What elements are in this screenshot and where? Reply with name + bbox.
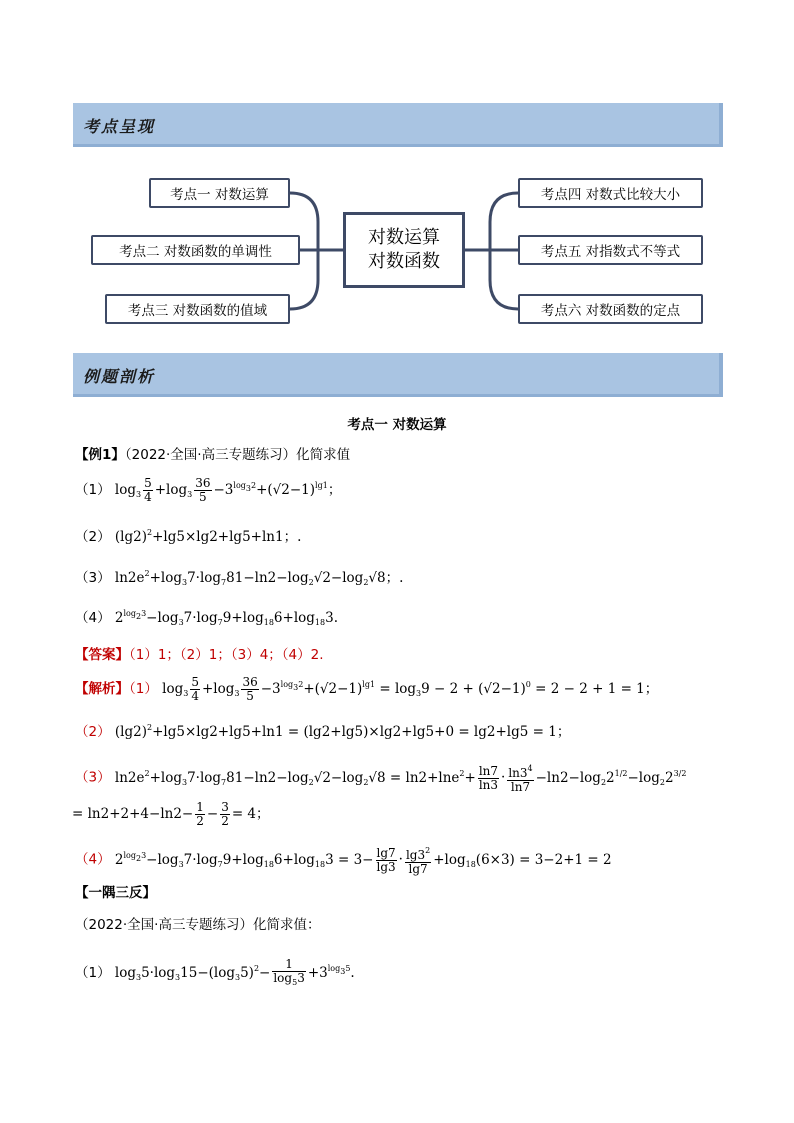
answer-tag: 【答案】 <box>75 647 129 663</box>
question-2: （2） $(\lg 2)^2+\lg 5\times\lg 2+\lg 5+\ln 1$；. <box>75 528 302 545</box>
question-label: （4） <box>75 610 111 626</box>
solution-3: （3） $\ln 2e^2+\log_37\cdot\log_781-\ln 2-\log_2√2-\log_2√8 = \ln 2+\ln e^2+$ $\frac{\ln 7}{\ln 3}$ · $\frac{\ln 3^4}{\ln 7}$ $-\ln 2-\log_22^{1/2}-\log_22^{3/2}$ <box>75 763 687 794</box>
question-label: （1） <box>75 965 111 981</box>
topic-box-3: 考点三 对数函数的值域 <box>105 294 290 324</box>
mindmap-connectors <box>0 0 794 340</box>
solution-label: （1） <box>129 681 158 697</box>
solution-label: （2） <box>75 724 111 740</box>
topic-box-2: 考点二 对数函数的单调性 <box>91 235 300 265</box>
question-label: （1） <box>75 482 111 498</box>
mindmap-center <box>343 212 465 288</box>
followup-question-1: （1） $\log_35\cdot\log_315-(\log_35)^2-$ $\frac{1}{\log_53}$ $+3^{log_35}$. <box>75 957 355 987</box>
followup-source: （2022·全国·高三专题练习）化简求值： <box>75 917 321 933</box>
section-banner-examples <box>73 353 723 397</box>
followup-tag: 【一隅三反】 <box>75 885 156 901</box>
topic-box-6: 考点六 对数函数的定点 <box>518 294 703 324</box>
answer-text: （1）1；（2）1；（3）4；（4）2. <box>129 647 324 663</box>
solution-label: （3） <box>75 769 111 786</box>
question-label: （2） <box>75 529 111 545</box>
solution-3-cont: = ln2+2+4−ln2− $\frac{1}{2}$ − $\frac{3}{2}$ = 4； <box>72 800 270 828</box>
question-4: （4） $2^{log_23}-\log_37\cdot\log_79+\log_{18}6+\log_{18}3$. <box>75 609 338 627</box>
topic-box-4: 考点四 对数式比较大小 <box>518 178 703 208</box>
topic-box-1: 考点一 对数运算 <box>149 178 290 208</box>
solution-tag: 【解析】 <box>75 681 129 697</box>
banner-title: 考点呈现 <box>83 117 156 136</box>
center-line1: 对数运算 <box>368 227 440 248</box>
solution-label: （4） <box>75 851 111 868</box>
banner-title: 例题剖析 <box>83 367 156 386</box>
example-source: （2022·全国·高三专题练习）化简求值 <box>124 447 351 463</box>
center-line2: 对数函数 <box>368 251 440 272</box>
solution-4: （4） $2^{log_23}-\log_37\cdot\log_79+\log_{18}6+\log_{18}3 = 3-$ $\frac{\lg 7}{\lg 3}$ · $\frac{\lg 3^2}{\lg 7}$ $+\log_{18}(6\times 3) = 3-2+1 = 2$ <box>75 845 612 876</box>
topic-box-5: 考点五 对指数式不等式 <box>518 235 703 265</box>
solution-1: 【解析】（1） $\log_3$ $\frac{5}{4}$ $+\log_3$ $\frac{36}{5}$ $-3^{log_32}+(√2-1)^{lg1} = \log_39 - 2 + (√2-1)^0 = 2 - 2 + 1 = 1$； <box>75 675 659 703</box>
section-title: 考点一 对数运算 <box>347 417 447 433</box>
example-header <box>75 443 350 463</box>
question-3: （3） $\ln 2e^2+\log_37\cdot\log_781-\ln 2-\log_2√2-\log_2√8$；. <box>75 569 404 587</box>
question-1: （1） $\log_3$ $\frac{5}{4}$ $+\log_3$ $\frac{36}{5}$ $-3^{log_32}+(√2-1)^{lg1}$； <box>75 476 342 504</box>
answer-line <box>75 643 324 663</box>
question-label: （3） <box>75 570 111 586</box>
solution-2: （2） $(\lg 2)^2+\lg 5\times\lg 2+\lg 5+\ln 1 = (\lg 2+\lg 5)\times\lg 2+\lg 5+0 = \lg 2+\lg 5 = 1$； <box>75 723 571 740</box>
example-tag: 【例1】 <box>75 447 125 463</box>
